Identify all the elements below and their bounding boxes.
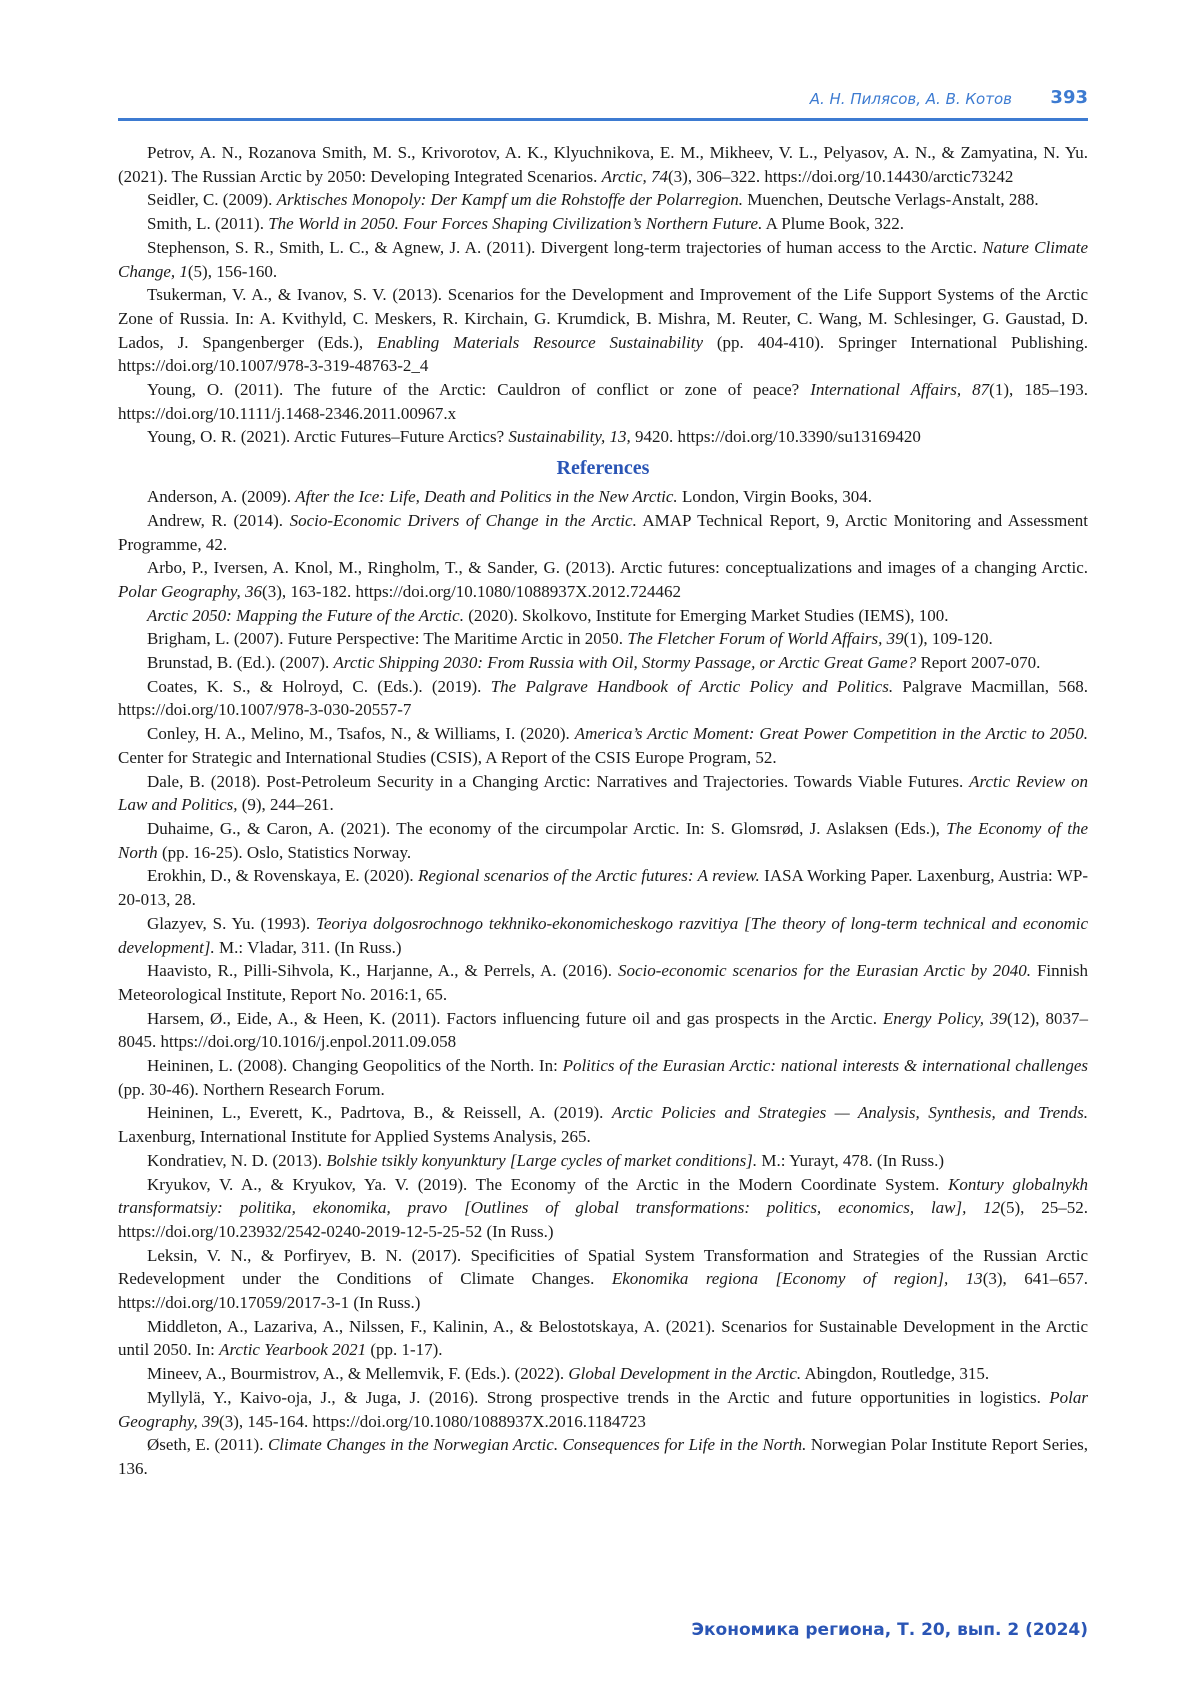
reference-italic: Ekonomika regiona [Economy of region], 13 xyxy=(611,1269,983,1289)
reference-text: Young, O. (2011). The future of the Arctic: Cauldron of conflict or zone of peace? xyxy=(147,380,811,400)
reference-entry xyxy=(118,864,1088,911)
reference-text: Norwegian Polar Institute Report Series, 136. xyxy=(118,1435,1088,1478)
reference-text: (pp. 404-410). Springer International Publishing. https://doi.org/10.1007/978-3-319-48763-2_4 xyxy=(118,332,1089,376)
reference-entry xyxy=(118,959,1088,1006)
reference-entry xyxy=(118,1386,1088,1433)
reference-italic: Arctic Shipping 2030: From Russia with Oil, Stormy Passage, or Arctic Great Game? xyxy=(333,653,917,673)
reference-italic: Teoriya dolgosrochnogo tekhniko-ekonomicheskogo razvitiya [The theory of long-term technical and economic development]. xyxy=(118,913,1088,957)
reference-text: Center for Strategic and International Studies (CSIS), A Report of the CSIS Europe Program, 52. xyxy=(118,747,777,767)
reference-text: Anderson, A. (2009). xyxy=(147,487,296,507)
reference-entry xyxy=(118,509,1088,556)
reference-italic: Socio-Economic Drivers of Change in the Arctic. xyxy=(289,510,637,530)
reference-text: Muenchen, Deutsche Verlags-Anstalt, 288. xyxy=(742,190,1039,210)
reference-text: Dale, B. (2018). Post-Petroleum Security in a Changing Arctic: Narratives and Trajectories. Towards Viable Futures. xyxy=(147,771,970,791)
reference-entry xyxy=(118,1244,1088,1315)
reference-text: Conley, H. A., Melino, M., Tsafos, N., & Williams, I. (2020). xyxy=(147,724,575,744)
reference-entry xyxy=(118,212,1088,236)
reference-italic: The Fletcher Forum of World Affairs, 39 xyxy=(627,629,904,649)
journal-footer: Экономика региона, Т. 20, вып. 2 (2024) xyxy=(691,1620,1088,1640)
reference-text: M.: Yurayt, 478. (In Russ.) xyxy=(757,1150,944,1170)
reference-text: Andrew, R. (2014). xyxy=(147,510,290,530)
reference-text: Abingdon, Routledge, 315. xyxy=(801,1364,990,1384)
reference-entry xyxy=(118,1433,1088,1480)
reference-text: Leksin, V. N., & Porfiryev, B. N. (2017). Specificities of Spatial System Transformation and Strategies of the Russian Arctic Redevelopment under the Conditions of Climate Changes. xyxy=(118,1245,1088,1289)
reference-entry xyxy=(118,627,1088,651)
reference-text: Kondratiev, N. D. (2013). xyxy=(147,1150,327,1170)
reference-text: (9), 244–261. xyxy=(237,795,334,815)
reference-italic: Energy Policy, 39 xyxy=(882,1008,1007,1028)
reference-text: Heininen, L. (2008). Changing Geopolitics of the North. In: xyxy=(147,1056,563,1076)
reference-entry xyxy=(118,283,1088,378)
reference-italic: Sustainability, 13, xyxy=(508,427,631,447)
reference-text: Report 2007-070. xyxy=(916,653,1041,673)
reference-italic: Arctic 2050: Mapping the Future of the Arctic. xyxy=(147,605,464,625)
reference-text: (pp. 16-25). Oslo, Statistics Norway. xyxy=(157,842,412,862)
reference-italic: Arctic Review on Law and Politics, xyxy=(118,771,1088,815)
reference-text: 9420. https://doi.org/10.3390/su13169420 xyxy=(630,427,921,447)
reference-italic: America’s Arctic Moment: Great Power Competition in the Arctic to 2050. xyxy=(574,724,1088,744)
reference-italic: Climate Changes in the Norwegian Arctic. Consequences for Life in the North. xyxy=(267,1435,807,1455)
reference-text: Myllylä, Y., Kaivo-oja, J., & Juga, J. (2016). Strong prospective trends in the Arctic and future opportunities in logistics. xyxy=(147,1387,1050,1407)
reference-text: (pp. 1-17). xyxy=(366,1340,443,1360)
reference-list-english xyxy=(118,485,1088,1481)
reference-italic: The Economy of the North xyxy=(118,818,1088,862)
reference-italic: Enabling Materials Resource Sustainability xyxy=(376,332,703,352)
reference-text: (5), 156-160. xyxy=(187,261,278,281)
reference-text: IASA Working Paper. Laxenburg, Austria: WP-20-013, 28. xyxy=(118,866,1088,910)
reference-italic: Regional scenarios of the Arctic futures: A review. xyxy=(418,866,760,886)
reference-entry xyxy=(118,722,1088,769)
reference-italic: Arktisches Monopoly: Der Kampf um die Rohstoffe der Polarregion. xyxy=(276,190,743,210)
page-content xyxy=(118,141,1088,1481)
reference-italic: The Palgrave Handbook of Arctic Policy and Politics. xyxy=(490,676,894,696)
reference-text: Stephenson, S. R., Smith, L. C., & Agnew, J. A. (2011). Divergent long-term trajectories of human access to the Arctic. xyxy=(147,237,983,257)
reference-italic: Polar Geography, 36 xyxy=(118,581,263,601)
reference-entry xyxy=(118,770,1088,817)
reference-entry xyxy=(118,1315,1088,1362)
reference-italic: Polar Geography, 39 xyxy=(118,1387,1088,1431)
reference-text: Heininen, L., Everett, K., Padrtova, B., & Reissell, A. (2019). xyxy=(147,1103,612,1123)
reference-text: Mineev, A., Bourmistrov, A., & Mellemvik, F. (Eds.). (2022). xyxy=(147,1364,569,1384)
reference-italic: Kontury globalnykh transformatsiy: politika, ekonomika, pravo [Outlines of global transformations: politics, economics, law], 12 xyxy=(118,1174,1088,1218)
reference-entry xyxy=(118,604,1088,628)
reference-text: Harsem, Ø., Eide, A., & Heen, K. (2011). Factors influencing future oil and gas prospects in the Arctic. xyxy=(147,1008,883,1028)
reference-entry xyxy=(118,912,1088,959)
reference-italic: Politics of the Eurasian Arctic: national interests & international challenges xyxy=(562,1056,1089,1076)
reference-text: (3), 145-164. https://doi.org/10.1080/1088937X.2016.1184723 xyxy=(219,1411,646,1431)
reference-text: Palgrave Macmillan, 568. https://doi.org/10.1007/978-3-030-20557-7 xyxy=(118,676,1088,720)
reference-italic: Socio-economic scenarios for the Eurasian Arctic by 2040. xyxy=(617,961,1032,981)
reference-text: Haavisto, R., Pilli-Sihvola, K., Harjanne, A., & Perrels, A. (2016). xyxy=(147,961,618,981)
reference-italic: Arctic, 74 xyxy=(601,166,669,186)
reference-entry xyxy=(118,236,1088,283)
reference-entry xyxy=(118,1149,1088,1173)
reference-entry xyxy=(118,1173,1088,1244)
reference-entry xyxy=(118,141,1088,188)
reference-italic: Arctic Policies and Strategies — Analysis, Synthesis, and Trends. xyxy=(611,1103,1088,1123)
reference-text: Brigham, L. (2007). Future Perspective: The Maritime Arctic in 2050. xyxy=(147,629,628,649)
reference-text: (5), 25–52. https://doi.org/10.23932/2542-0240-2019-12-5-25-52 (In Russ.) xyxy=(118,1198,1088,1241)
reference-text: Tsukerman, V. A., & Ivanov, S. V. (2013). Scenarios for the Development and Improvement of the Life Support Systems of the Arctic Zone of Russia. In: A. Kvithyld, C. Meskers, R. Kirchain, G. Krumdick, B. Mishra, M. Reuter, C. Wang, M. Schlesinger, G. Gaustad, D. Lados, J. Spangenberger (Eds.), xyxy=(118,285,1088,352)
reference-text: Brunstad, B. (Ed.). (2007). xyxy=(147,653,334,673)
reference-entry xyxy=(118,378,1088,425)
reference-entry xyxy=(118,817,1088,864)
reference-text: (12), 8037–8045. https://doi.org/10.1016/j.enpol.2011.09.058 xyxy=(118,1008,1088,1052)
reference-entry xyxy=(118,675,1088,722)
reference-text: Duhaime, G., & Caron, A. (2021). The economy of the circumpolar Arctic. In: S. Glomsrød, J. Aslaksen (Eds.), xyxy=(147,818,947,838)
reference-text: Kryukov, V. A., & Kryukov, Ya. V. (2019). The Economy of the Arctic in the Modern Coordinate System. xyxy=(147,1174,949,1194)
reference-italic: The World in 2050. Four Forces Shaping Civilization’s Northern Future. xyxy=(268,214,763,234)
reference-text: (1), 109-120. xyxy=(903,629,993,649)
reference-text: Øseth, E. (2011). xyxy=(147,1435,268,1455)
reference-list-russian xyxy=(118,141,1088,449)
reference-entry xyxy=(118,651,1088,675)
page-header xyxy=(118,84,1088,121)
reference-entry xyxy=(118,425,1088,449)
reference-italic: International Affairs, 87 xyxy=(810,380,990,400)
reference-text: M.: Vladar, 311. (In Russ.) xyxy=(214,937,402,957)
reference-text: (2020). Skolkovo, Institute for Emerging Market Studies (IEMS), 100. xyxy=(463,605,949,625)
reference-text: Petrov, A. N., Rozanova Smith, M. S., Krivorotov, A. K., Klyuchnikova, E. M., Mikheev, V. L., Pelyasov, A. N., & Zamyatina, N. Yu. (2021). The Russian Arctic by 2050: Developing Integrated Scenarios. xyxy=(118,143,1088,186)
reference-text: Erokhin, D., & Rovenskaya, E. (2020). xyxy=(147,866,419,886)
reference-text: Glazyev, S. Yu. (1993). xyxy=(147,913,316,933)
reference-italic: Bolshie tsikly konyunktury [Large cycles of market conditions]. xyxy=(326,1150,758,1170)
reference-text: (3), 306–322. https://doi.org/10.14430/arctic73242 xyxy=(668,166,1014,186)
reference-entry xyxy=(118,485,1088,509)
reference-text: (pp. 30-46). Northern Research Forum. xyxy=(118,1079,385,1099)
reference-entry xyxy=(118,1054,1088,1101)
references-heading: References xyxy=(556,457,650,480)
reference-text: Laxenburg, International Institute for Applied Systems Analysis, 265. xyxy=(118,1127,591,1147)
reference-text: A Plume Book, 322. xyxy=(762,214,905,234)
reference-text: (3), 163-182. https://doi.org/10.1080/1088937X.2012.724462 xyxy=(262,581,682,601)
reference-italic: Global Development in the Arctic. xyxy=(568,1364,802,1384)
reference-text: Seidler, C. (2009). xyxy=(147,190,277,210)
reference-italic: Nature Climate Change, 1 xyxy=(118,237,1088,281)
reference-text: Finnish Meteorological Institute, Report No. 2016:1, 65. xyxy=(118,961,1088,1004)
reference-text: (3), 641–657. https://doi.org/10.17059/2017-3-1 (In Russ.) xyxy=(118,1269,1088,1313)
running-head-authors: А. Н. Пилясов, А. В. Котов xyxy=(809,90,1012,108)
reference-text: (1), 185–193. https://doi.org/10.1111/j.1468-2346.2011.00967.x xyxy=(118,380,1088,423)
reference-text: London, Virgin Books, 304. xyxy=(677,487,873,507)
reference-entry xyxy=(118,556,1088,603)
reference-entry xyxy=(118,188,1088,212)
reference-text: Coates, K. S., & Holroyd, C. (Eds.). (2019). xyxy=(147,676,491,696)
reference-text: Middleton, A., Lazariva, A., Nilssen, F., Kalinin, A., & Belostotskaya, A. (2021). Scenarios for Sustainable Development in the Arctic until 2050. In: xyxy=(118,1316,1088,1360)
reference-italic: After the Ice: Life, Death and Politics in the New Arctic. xyxy=(295,487,678,507)
reference-entry xyxy=(118,1362,1088,1386)
reference-text: Young, O. R. (2021). Arctic Futures–Future Arctics? xyxy=(147,427,509,447)
reference-entry xyxy=(118,1101,1088,1148)
reference-text: AMAP Technical Report, 9, Arctic Monitoring and Assessment Programme, 42. xyxy=(118,510,1088,554)
reference-text: Smith, L. (2011). xyxy=(147,214,269,234)
reference-entry xyxy=(118,1007,1088,1054)
reference-italic: Arctic Yearbook 2021 xyxy=(219,1340,367,1360)
page-number: 393 xyxy=(1050,87,1088,108)
reference-text: Arbo, P., Iversen, A. Knol, M., Ringholm, T., & Sander, G. (2013). Arctic futures: conceptualizations and images of a changing Arctic. xyxy=(147,558,1088,578)
